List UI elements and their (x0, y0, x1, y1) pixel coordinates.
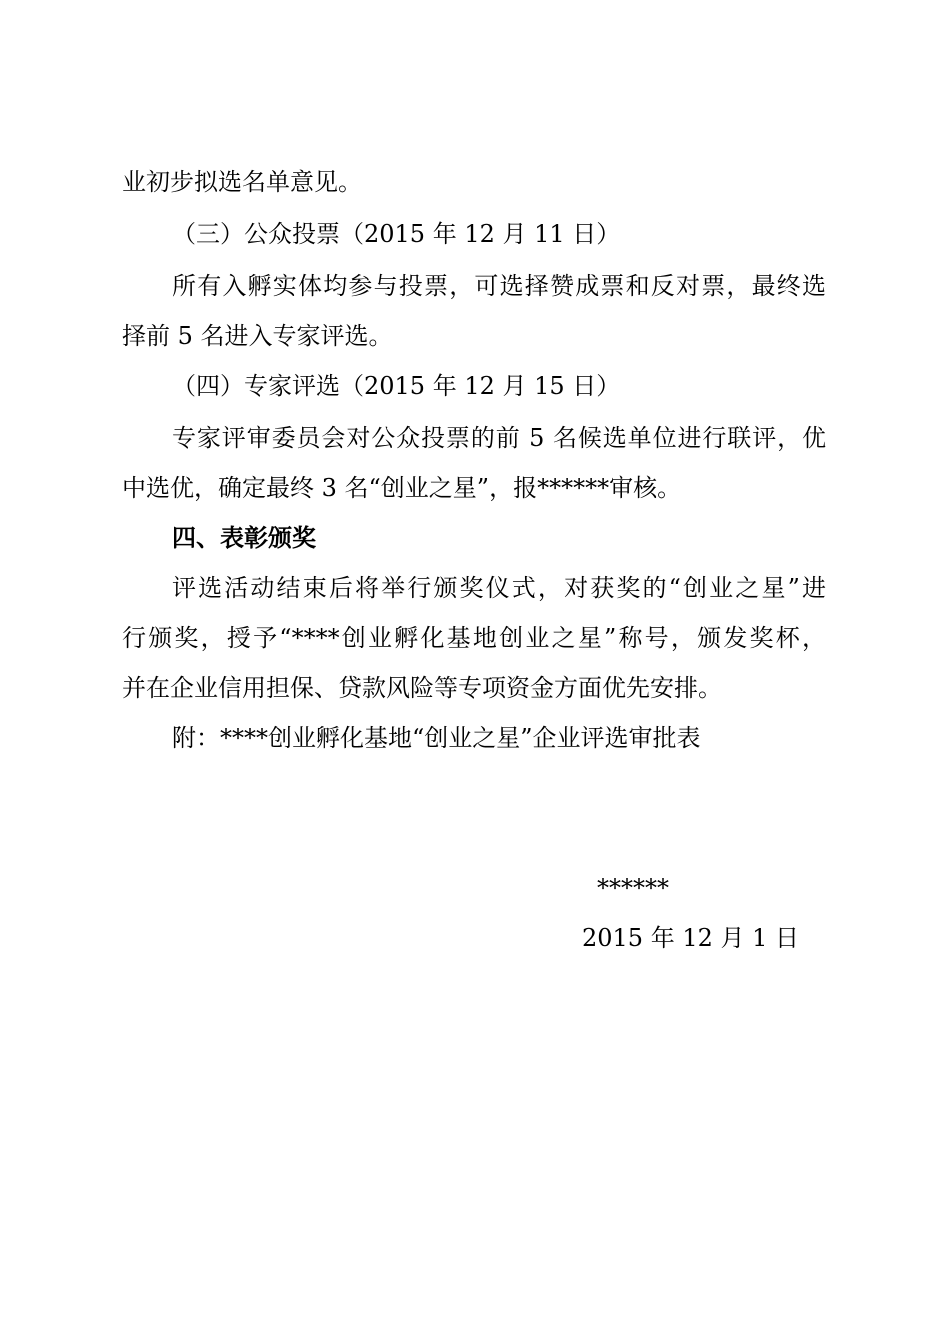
paragraph-public-vote-line-2: 择前 5 名进入专家评选。 (122, 322, 393, 350)
signature-organization: ****** (597, 874, 669, 902)
signature-date: 2015 年 12 月 1 日 (582, 924, 800, 952)
subheading-public-vote: （三）公众投票（2015 年 12 月 11 日） (172, 220, 621, 248)
section-heading-awards: 四、表彰颁奖 (172, 523, 316, 552)
paragraph-awards-line-3: 并在企业信用担保、贷款风险等专项资金方面优先安排。 (122, 674, 722, 702)
paragraph-awards-line-1: 评选活动结束后将举行颁奖仪式，对获奖的“创业之星”进 (172, 574, 826, 602)
subheading-expert-review: （四）专家评选（2015 年 12 月 15 日） (172, 372, 621, 400)
paragraph-public-vote-line-1: 所有入孵实体均参与投票，可选择赞成票和反对票，最终选 (172, 272, 826, 300)
paragraph-expert-review-line-1: 专家评审委员会对公众投票的前 5 名候选单位进行联评，优 (172, 424, 826, 452)
attachment-note: 附：****创业孵化基地“创业之星”企业评选审批表 (172, 724, 701, 752)
paragraph-expert-review-line-2: 中选优，确定最终 3 名“创业之星”，报******审核。 (122, 474, 682, 502)
paragraph-awards-line-2: 行颁奖，授予“****创业孵化基地创业之星”称号，颁发奖杯， (122, 624, 826, 652)
paragraph-line-continuation: 业初步拟选名单意见。 (122, 168, 362, 196)
